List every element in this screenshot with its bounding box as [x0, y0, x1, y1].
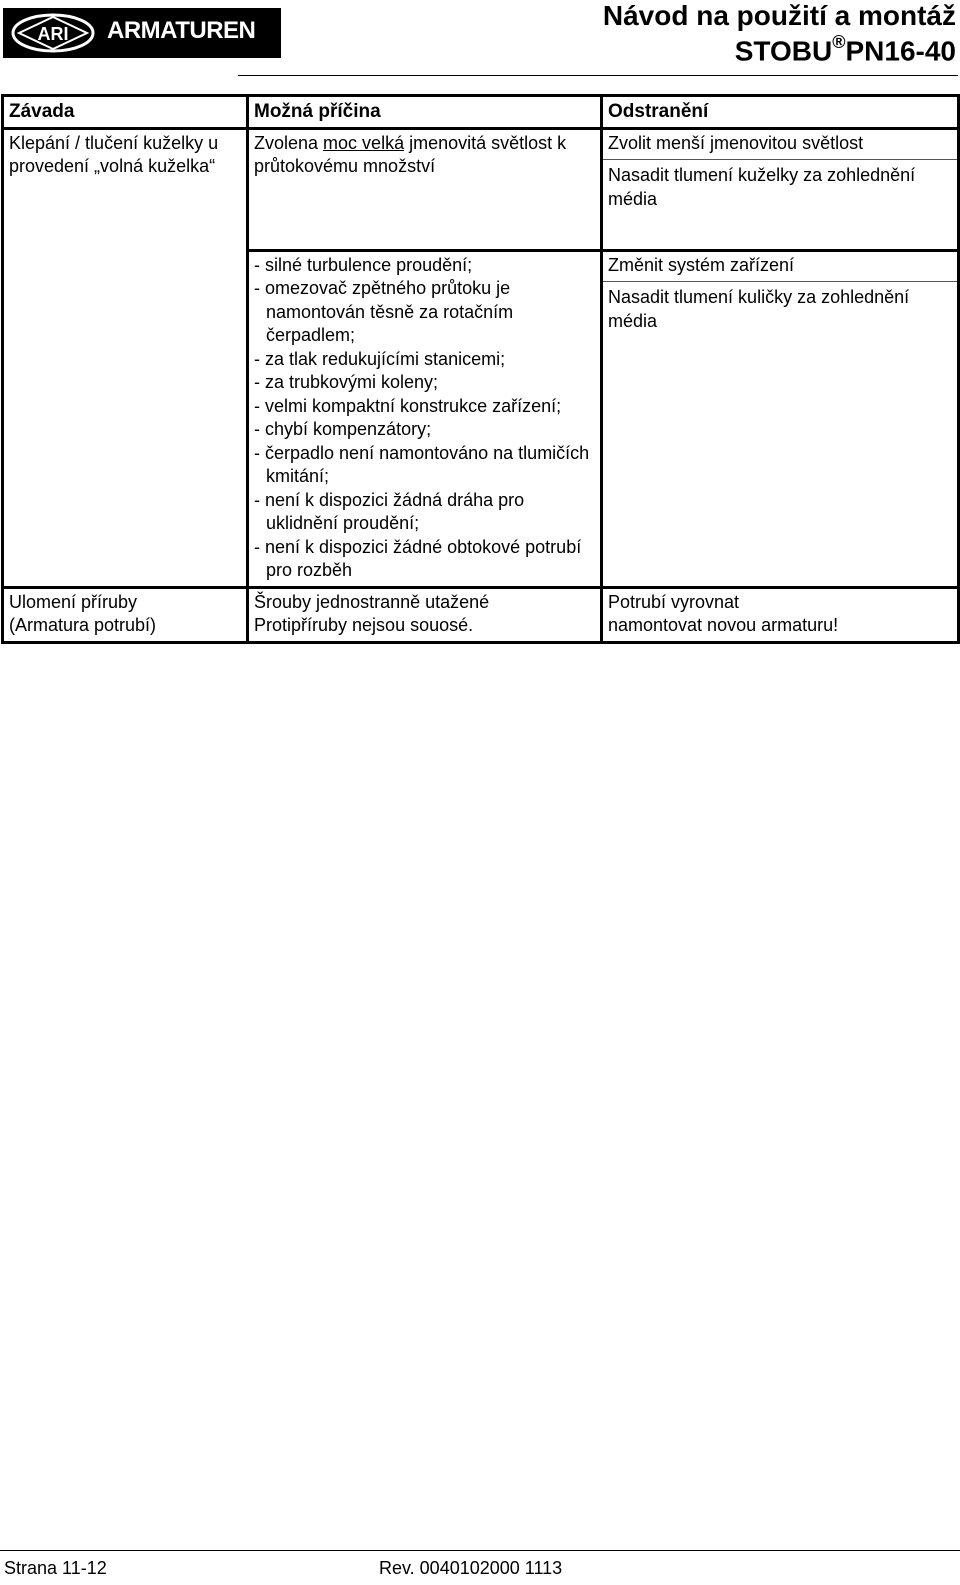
header-remedy: Odstranění: [602, 96, 959, 129]
page-header: [0, 0, 960, 80]
list-item: - za trubkovými koleny;: [254, 372, 439, 392]
cause-list: [254, 254, 595, 583]
table-row: [3, 587, 959, 642]
remedy-item: Nasadit tlumení kuličky za zohlednění média: [603, 281, 957, 333]
list-item: - čerpadlo není namontováno na tlumičích kmitání;: [254, 442, 590, 486]
remedy-cell: [602, 250, 959, 587]
cause-text: Protipříruby nejsou souosé.: [254, 615, 474, 635]
table-header-row: [3, 96, 959, 129]
remedy-item: Změnit systém zařízení: [608, 254, 795, 275]
cause-emphasis: moc velká: [323, 132, 405, 153]
list-item: - velmi kompaktní konstrukce zařízení;: [254, 395, 562, 416]
product-title: [735, 34, 956, 67]
remedy-item: Zvolit menší jmenovitou světlost: [608, 132, 864, 153]
cause-text: Zvolena: [254, 132, 324, 153]
fault-text: (Armatura potrubí): [9, 615, 157, 635]
header-divider: [238, 75, 958, 76]
cause-cell: [248, 250, 602, 587]
table-row: [3, 128, 959, 250]
cause-cell: [248, 128, 602, 250]
registered-mark: ®: [832, 32, 846, 52]
ari-logo-icon: [9, 12, 97, 54]
remedy-cell: [602, 128, 959, 250]
product-name: STOBU: [734, 35, 833, 67]
fault-cell: [3, 587, 248, 642]
document-title: Návod na použití a montáž: [602, 0, 956, 31]
list-item: - není k dispozici žádná dráha pro uklidnění proudění;: [254, 489, 525, 533]
remedy-item: namontovat novou armaturu!: [608, 615, 839, 635]
revision-number: Rev. 0040102000 1113: [379, 1558, 563, 1578]
svg-text:ARI: ARI: [37, 24, 69, 44]
list-item: - za tlak redukujícími stanicemi;: [254, 348, 506, 369]
header-fault: Závada: [3, 96, 248, 129]
footer-divider: [0, 1550, 960, 1551]
cause-text: Šrouby jednostranně utažené: [254, 591, 490, 612]
list-item: - silné turbulence proudění;: [254, 254, 473, 275]
product-pressure-rating: PN16-40: [845, 35, 956, 67]
remedy-item: Potrubí vyrovnat: [608, 591, 740, 612]
list-item: - chybí kompenzátory;: [254, 419, 432, 439]
fault-text: Klepání / tlučení kuželky u provedení „volná kuželka“: [9, 132, 219, 176]
logo-wordmark: ARMATUREN: [107, 17, 256, 44]
cause-cell: [248, 587, 602, 642]
remedy-cell: [602, 587, 959, 642]
troubleshooting-table: [1, 94, 960, 644]
ari-armaturen-logo: [3, 8, 281, 58]
fault-text: Ulomení příruby: [9, 591, 138, 612]
fault-cell: [3, 128, 248, 587]
header-cause: Možná příčina: [248, 96, 602, 129]
list-item: - není k dispozici žádné obtokové potrubí pro rozběh: [254, 536, 582, 580]
page-number: Strana 11-12: [4, 1558, 107, 1578]
list-item: - omezovač zpětného průtoku je namontován těsně za rotačním čerpadlem;: [254, 278, 514, 345]
cause-text: jmenovitá světlost k průtokovému množství: [254, 132, 567, 176]
remedy-item: Nasadit tlumení kuželky za zohlednění média: [603, 159, 957, 211]
